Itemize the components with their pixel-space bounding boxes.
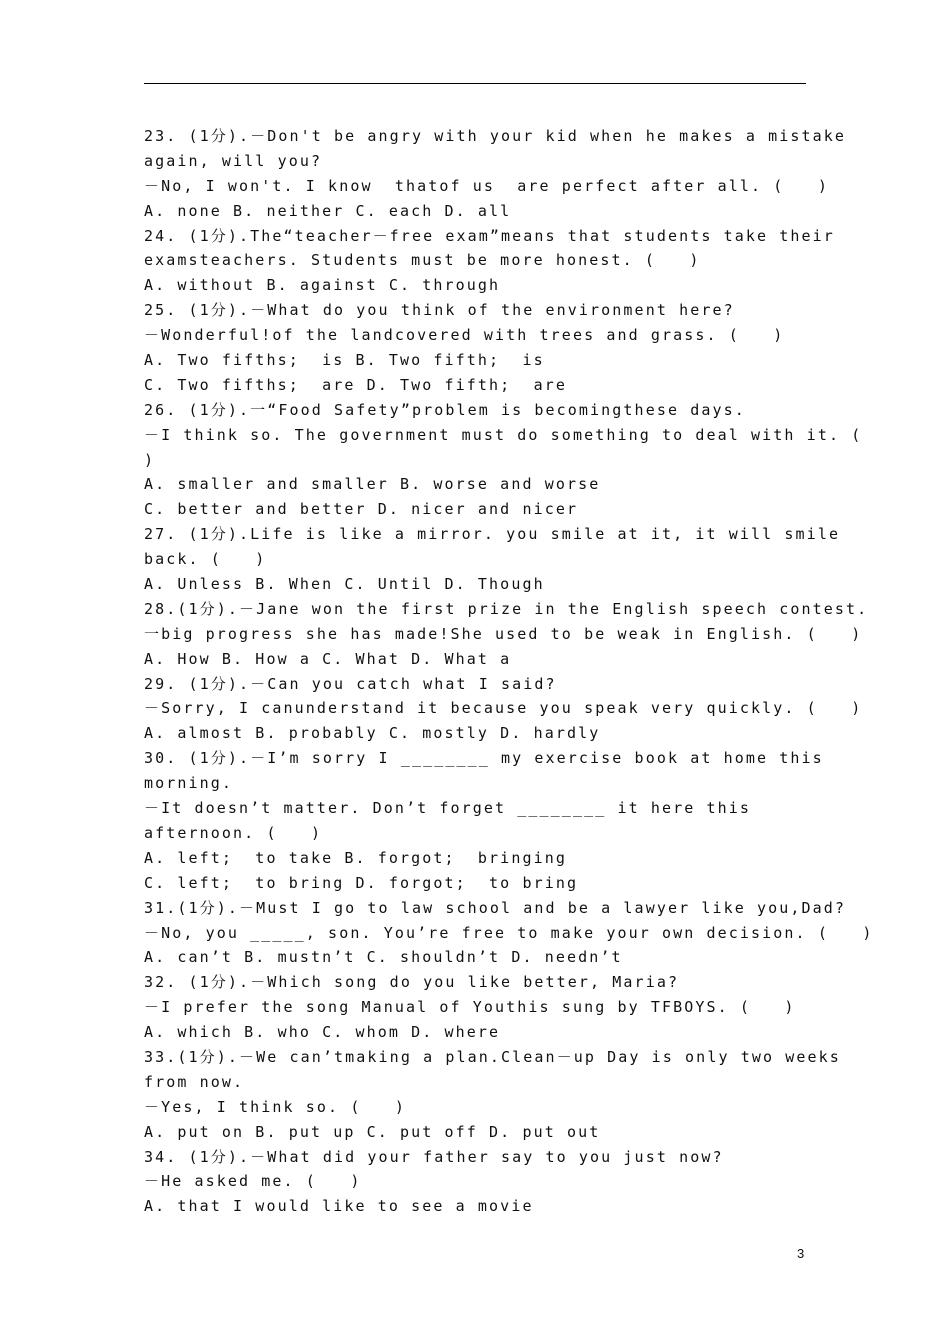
text-line: －I think so. The government must do something to deal with it. ( bbox=[144, 425, 863, 444]
text-line: C. better and better D. nicer and nicer bbox=[144, 500, 579, 519]
header-rule bbox=[144, 83, 806, 84]
text-line: A. that I would like to see a movie bbox=[144, 1197, 534, 1216]
text-line: A. almost B. probably C. mostly D. hardly bbox=[144, 724, 601, 743]
text-line: A. put on B. put up C. put off D. put out bbox=[144, 1122, 601, 1141]
text-line: 30. (1分).－I’m sorry I ________ my exercise book at home this bbox=[144, 749, 824, 768]
text-line: －No, you _____, son. You’re free to make your own decision. ( ) bbox=[144, 923, 874, 942]
text-line: from now. bbox=[144, 1072, 245, 1091]
text-line: C. left; to bring D. forgot; to bring bbox=[144, 873, 579, 892]
text-line: 23. (1分).－Don't be angry with your kid when he makes a mistake bbox=[144, 127, 847, 145]
text-line: again, will you? bbox=[144, 151, 323, 170]
text-line: 一big progress she has made!She used to be weak in English. ( ) bbox=[144, 624, 863, 643]
text-line: 27. (1分).Life is like a mirror. you smile at it, it will smile bbox=[144, 525, 841, 544]
text-line: 29. (1分).－Can you catch what I said? bbox=[144, 674, 557, 693]
text-line: 34. (1分).－What did your father say to you just now? bbox=[144, 1147, 724, 1166]
text-line: 28.(1分).－Jane won the first prize in the English speech contest. bbox=[144, 599, 869, 618]
text-line: A. left; to take B. forgot; bringing bbox=[144, 848, 567, 867]
text-line: back. ( ) bbox=[144, 550, 267, 569]
question-text-block bbox=[144, 124, 874, 1219]
text-line: 24. (1分).The“teacher－free exam”means that students take their bbox=[144, 226, 835, 245]
text-line: －Sorry, I canunderstand it because you speak very quickly. ( ) bbox=[144, 699, 863, 718]
text-line: ) bbox=[144, 450, 156, 469]
text-line: －He asked me. ( ) bbox=[144, 1172, 362, 1191]
text-line: 26. (1分).一“Food Safety”problem is becomingthese days. bbox=[144, 400, 746, 419]
text-line: 31.(1分).－Must I go to law school and be a lawyer like you,Dad? bbox=[144, 898, 847, 917]
text-line: A. Unless B. When C. Until D. Though bbox=[144, 575, 545, 594]
page-number: 3 bbox=[797, 1246, 805, 1261]
text-line: C. Two fifths; are D. Two fifth; are bbox=[144, 375, 567, 394]
text-line: 32. (1分).－Which song do you like better, Maria? bbox=[144, 973, 680, 992]
text-line: A. which B. who C. whom D. where bbox=[144, 1023, 501, 1042]
text-line: A. smaller and smaller B. worse and worse bbox=[144, 475, 601, 494]
text-line: A. can’t B. mustn’t C. shouldn’t D. needn’t bbox=[144, 948, 623, 967]
text-line: －Yes, I think so. ( ) bbox=[144, 1097, 406, 1116]
text-line: －I prefer the song Manual of Youthis sung by TFBOYS. ( ) bbox=[144, 998, 796, 1017]
text-line: －It doesn’t matter. Don’t forget ________ it here this bbox=[144, 799, 752, 818]
text-line: A. Two fifths; is B. Two fifth; is bbox=[144, 351, 545, 370]
text-line: 25. (1分).－What do you think of the environment here? bbox=[144, 301, 735, 320]
text-line: －Wonderful!of the landcovered with trees and grass. ( ) bbox=[144, 326, 785, 345]
text-line: A. without B. against C. through bbox=[144, 276, 501, 295]
text-line: 33.(1分).－We can’tmaking a plan.Clean－up Day is only two weeks bbox=[144, 1047, 841, 1066]
text-line: morning. bbox=[144, 774, 234, 793]
text-line: A. How B. How a C. What D. What a bbox=[144, 649, 512, 668]
text-line: examsteachers. Students must be more honest. ( ) bbox=[144, 251, 701, 270]
text-line: －No, I won't. I know thatof us are perfect after all. ( ) bbox=[144, 176, 829, 195]
text-line: A. none B. neither C. each D. all bbox=[144, 201, 512, 220]
text-line: afternoon. ( ) bbox=[144, 823, 323, 842]
